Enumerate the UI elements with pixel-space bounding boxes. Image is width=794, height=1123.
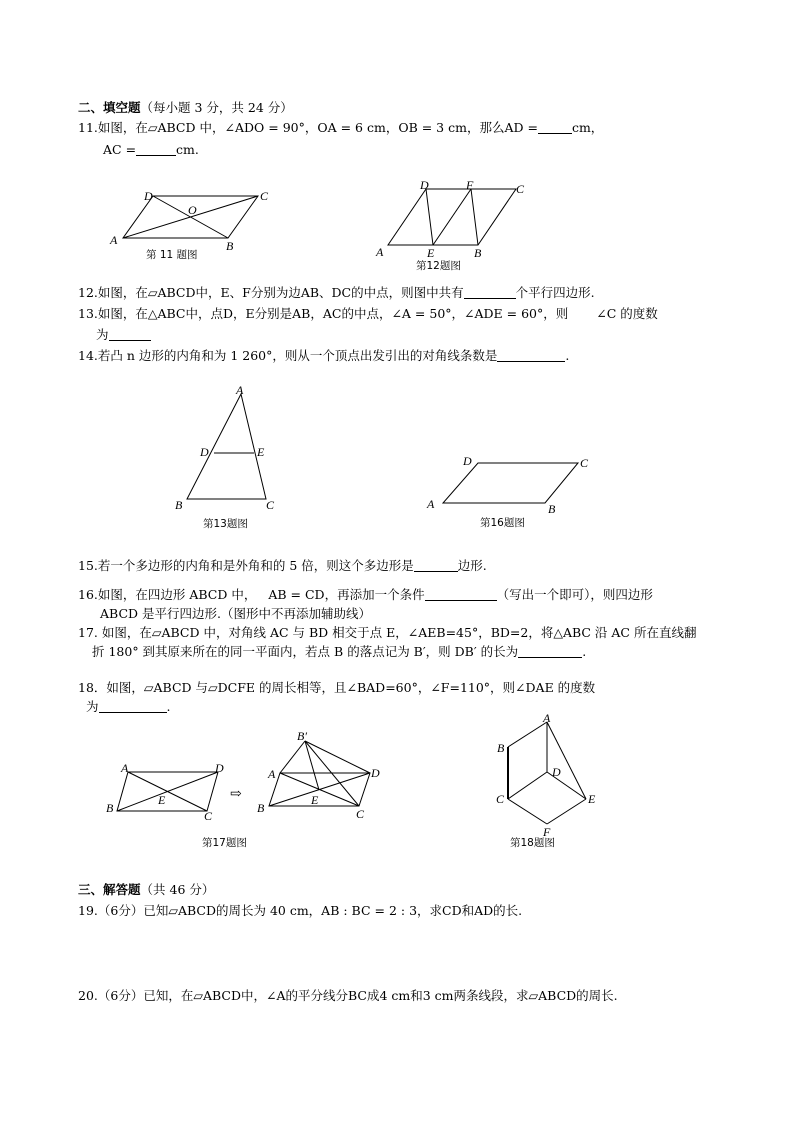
- fig13-label-e: E: [257, 445, 265, 459]
- question-16: [78, 587, 653, 603]
- fig18-label-a: A: [543, 711, 551, 725]
- q17-text-end: .: [582, 644, 587, 659]
- fig17-left-label-a: A: [121, 761, 129, 775]
- fig17-fold-ab: [280, 741, 305, 773]
- q16-blank: [425, 588, 497, 601]
- q18-blank: [99, 700, 167, 713]
- question-17: [78, 625, 696, 641]
- fig17-right-label-c: C: [356, 807, 365, 821]
- question-20: [78, 988, 618, 1004]
- fig12-label-d: D: [420, 178, 429, 192]
- section-2-heading: [78, 100, 293, 116]
- figure-12: [372, 178, 542, 270]
- fig11-label-d: D: [144, 189, 153, 203]
- fig12-segment-ef: [433, 189, 471, 245]
- q16-text-cont: ABCD 是平行四边形.（图形中不再添加辅助线）: [100, 606, 371, 621]
- q16-text-end: （写出一个即可），则四边形: [496, 587, 653, 602]
- q11-ac-label: AC =: [103, 142, 137, 157]
- q18-text-end: .: [166, 699, 171, 714]
- fig17-right-label-a: A: [268, 767, 276, 781]
- question-13: [78, 306, 658, 322]
- fig16-caption: 第16题图: [480, 517, 525, 529]
- fig18-label-b: B: [497, 741, 505, 755]
- q11-text: 11.如图，在▱ABCD 中，∠ADO = 90°，OA = 6 cm，OB = 3 cm，那么AD =: [78, 120, 538, 135]
- q20-text: 20.（6分）已知，在▱ABCD中，∠A的平分线分BC成4 cm和3 cm两条线段，求▱ABCD的周长.: [78, 988, 618, 1003]
- fig13-label-a: A: [236, 383, 244, 397]
- q14-text-end: .: [565, 348, 570, 363]
- q17-text: 17. 如图，在▱ABCD 中，对角线 AC 与 BD 相交于点 E，∠AEB=45°，BD=2，将△ABC 沿 AC 所在直线翻: [78, 625, 697, 640]
- fig12-segment-de: [426, 189, 433, 245]
- fig12-label-e: E: [427, 246, 435, 260]
- section-2-title: 二、填空题: [78, 100, 141, 115]
- question-11-cont: [103, 142, 199, 158]
- q12-text-end: 个平行四边形.: [515, 285, 595, 300]
- q18-text: 18．如图，▱ABCD 与▱DCFE 的周长相等，且∠BAD=60°，∠F=110°，则∠DAE 的度数: [78, 680, 596, 695]
- fig17-right-label-e: E: [311, 793, 319, 807]
- fig12-label-b: B: [474, 246, 482, 260]
- q16-text-condition: AB = CD，再添加一个条件: [268, 587, 425, 602]
- question-17-cont: [92, 644, 586, 660]
- section-2-note: （每小题 3 分，共 24 分）: [140, 100, 293, 115]
- question-13-cont: [96, 327, 151, 343]
- fig17-fold-db: [305, 741, 370, 773]
- q13-text: 13.如图，在△ABC中，点D，E分别是AB，AC的中点，∠A = 50°，∠ADE = 60°，则: [78, 306, 569, 321]
- figure-18: [490, 712, 610, 852]
- fig18-segment-ab: [508, 722, 547, 747]
- fig11-label-c: C: [260, 189, 269, 203]
- figure-11: [100, 182, 290, 264]
- q12-blank: [464, 286, 516, 299]
- fig18-segment-ef: [547, 799, 586, 824]
- q15-text: 15.若一个多边形的内角和是外角和的 5 倍，则这个多边形是: [78, 558, 414, 573]
- fig18-label-e: E: [588, 792, 596, 806]
- fig13-label-c: C: [266, 498, 275, 512]
- fig17-left-diagonal-bd: [117, 772, 218, 811]
- question-11: [78, 120, 603, 136]
- fig12-label-a: A: [376, 245, 384, 259]
- fig17-right-label-b: B: [257, 801, 265, 815]
- fig16-label-d: D: [463, 454, 472, 468]
- figure-13: [170, 384, 280, 532]
- figure-16: [420, 450, 600, 532]
- q14-text: 14.若凸 n 边形的内角和为 1 260°，则从一个顶点出发引出的对角线条数是: [78, 348, 498, 363]
- q11-unit: cm，: [571, 120, 604, 135]
- question-14: [78, 348, 569, 364]
- fig12-caption: 第12题图: [416, 260, 461, 272]
- fig12-segment-fb: [471, 189, 478, 245]
- fig17-right-label-d: D: [371, 766, 380, 780]
- fig17-left-label-c: C: [204, 809, 213, 823]
- question-15: [78, 558, 487, 574]
- q11-blank-ac: [136, 143, 176, 156]
- q13-text-angle-c: ∠C 的度数: [596, 306, 658, 321]
- q14-blank: [497, 349, 565, 362]
- fig18-segment-cd: [508, 772, 547, 799]
- fig18-label-d: D: [552, 765, 561, 779]
- fig17-left-label-b: B: [106, 801, 114, 815]
- fig12-label-c: C: [516, 182, 525, 196]
- fig11-label-o: O: [188, 203, 197, 217]
- fig18-segment-cf: [508, 799, 547, 824]
- question-19: [78, 903, 522, 919]
- fig13-label-d: D: [200, 445, 209, 459]
- fig18-label-c: C: [496, 792, 505, 806]
- q13-blank: [109, 328, 151, 341]
- q11-blank-ad: [538, 121, 572, 134]
- fig18-segment-ae: [547, 722, 586, 799]
- section-3-note: （共 46 分）: [140, 882, 215, 897]
- q12-text: 12.如图，在▱ABCD中，E、F分别为边AB、DC的中点，则图中共有: [78, 285, 464, 300]
- question-18-cont: [86, 699, 171, 715]
- question-12: [78, 285, 595, 301]
- fig17-fold-eb: [305, 741, 319, 790]
- section-3-heading: [78, 882, 214, 898]
- fig11-label-a: A: [110, 233, 118, 247]
- fig17-right-label-bp: B′: [297, 729, 307, 743]
- fig11-caption: 第 11 题图: [146, 249, 198, 261]
- fig13-caption: 第13题图: [203, 518, 248, 530]
- fig16-label-c: C: [580, 456, 589, 470]
- fig16-label-b: B: [548, 502, 556, 516]
- fig13-label-b: B: [175, 498, 183, 512]
- fig17-arrow: ⇨: [230, 787, 242, 802]
- fig16-label-a: A: [427, 497, 435, 511]
- q17-blank: [518, 645, 582, 658]
- fig18-label-f: F: [543, 825, 551, 839]
- q15-text-end: 边形.: [457, 558, 487, 573]
- fig13-triangle: [187, 394, 266, 499]
- fig12-label-f: F: [466, 178, 474, 192]
- q13-text-wei: 为: [96, 327, 109, 342]
- fig16-parallelogram: [443, 463, 578, 503]
- fig18-caption: 第18题图: [510, 837, 555, 849]
- question-16-cont: [100, 606, 371, 622]
- q19-text: 19.（6分）已知▱ABCD的周长为 40 cm，AB : BC = 2 : 3，求CD和AD的长.: [78, 903, 523, 918]
- question-18: [78, 680, 595, 696]
- fig17-caption: 第17题图: [202, 837, 247, 849]
- figure-17: [100, 726, 400, 852]
- q18-text-wei: 为: [86, 699, 99, 714]
- fig17-left-label-d: D: [215, 761, 224, 775]
- fig11-label-b: B: [226, 239, 234, 253]
- q16-text: 16.如图，在四边形 ABCD 中，: [78, 587, 257, 602]
- section-3-title: 三、解答题: [78, 882, 141, 897]
- fig17-left-label-e: E: [158, 793, 166, 807]
- q17-text-cont: 折 180° 到其原来所在的同一平面内，若点 B 的落点记为 B′，则 DB′ 的长为: [92, 644, 519, 659]
- q15-blank: [414, 559, 458, 572]
- q11-ac-unit: cm.: [176, 142, 199, 157]
